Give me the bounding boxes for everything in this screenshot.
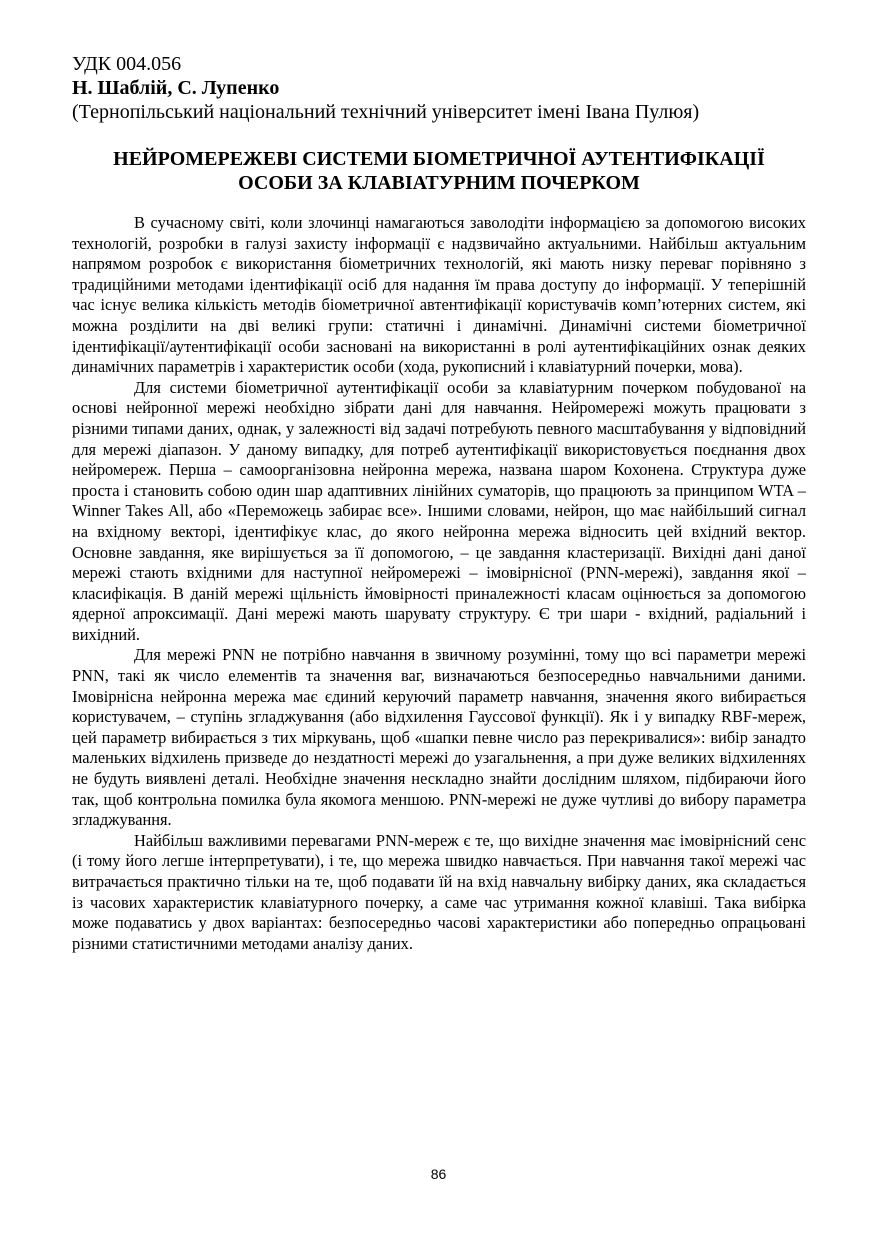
page-number: 86 xyxy=(430,1166,447,1182)
body-text xyxy=(72,213,806,954)
paragraph-1: В сучасному світі, коли злочинці намагаються заволодіти інформацією за допомогою високих технологій, розробки в галузі захисту інформації є надзвичайно актуальними. Найбільш актуальним напрямом розробок є використання біометричних технологій, які мають низку переваг порівняно з традиційними методами ідентифікації осіб для надання їм права доступу до інформації. У теперішній час існує велика кількість методів біометричної автентифікації користувачів комп’ютерних систем, які можна розділити на дві великі групи: статичні і динамічні. Динамічні системи біометричної ідентифікації/аутентифікації особи засновані на використанні в ролі аутентифікаційних ознак деяких динамічних параметрів і характеристик особи (хода, рукописний і клавіатурний почерки, мова). xyxy=(72,213,806,377)
paragraph-4: Найбільш важливими перевагами PNN-мереж є те, що вихідне значення має імовірнісний сенс (і тому його легше інтерпретувати), і те, що мережа швидко навчається. При навчання такої мережі час витрачається практично тільки на те, щоб подавати їй на вхід навчальну вибірку даних, яка складається із часових характеристик клавіатурного почерку, а саме час утримання кожної клавіші. Така вибірка може подаватись у двох варіантах: безпосередньо часові характеристики або попередньо опрацьовані різними статистичними методами аналізу даних. xyxy=(72,830,806,953)
authors: Н. Шаблій, С. Лупенко xyxy=(72,77,280,99)
paragraph-2: Для системи біометричної аутентифікації особи за клавіатурним почерком побудованої на основі нейронної мережі необхідно зібрати дані для навчання. Нейромережі можуть працювати з різними типами даних, однак, у залежності від задачі потребують певного масштабування у відповідний для мережі діапазон. У даному випадку, для потреб аутентифікації використовується поєднання двох нейромереж. Перша – самоорганізовна нейронна мережа, названа шаром Кохонена. Структура дуже проста і становить собою один шар адаптивних лінійних суматорів, що працюють за принципом WTA – Winner Takes All, або «Переможець забирає все». Іншими словами, нейрон, що має найбільший сигнал на вхідному векторі, ідентифікує клас, до якого нейронна мережа відносить цей вхідний вектор. Основне завдання, яке вирішується за її допомогою, – це завдання кластеризації. Вихідні дані даної мережі стають вхідними для наступної нейромережі – імовірнісної (PNN-мережі), завдання якої – класифікація. В даній мережі щільність ймовірності приналежності класам оцінюється за допомогою ядерної апроксимації. Дані мережі мають шарувату структуру. Є три шари - вхідний, радіальний і вихідний. xyxy=(72,377,806,644)
paragraph-3: Для мережі PNN не потрібно навчання в звичному розумінні, тому що всі параметри мережі PNN, такі як число елементів та значення ваг, визначаються безпосередньо навчальними даними. Імовірнісна нейронна мережа має єдиний керуючий параметр навчання, значення якого вибирається користувачем, – ступінь згладжування (або відхилення Гауссової функції). Як і у випадку RBF-мереж, цей параметр вибирається з тих міркувань, щоб «шапки певне число раз перекривалися»: вибір занадто маленьких відхилень призведе до нездатності мережі до узагальнення, а при дуже великих відхиленнях не будуть виявлені деталі. Необхідне значення нескладно знайти дослідним шляхом, підбираючи його так, щоб контрольна помилка була якомога меншою. PNN-мережі не дуже чутливі до вибору параметра згладжування. xyxy=(72,645,806,830)
paper-title xyxy=(72,147,806,195)
paper-page xyxy=(72,52,806,954)
udc-code: УДК 004.056 xyxy=(72,53,182,75)
paper-title-line-2: ОСОБИ ЗА КЛАВІАТУРНИМ ПОЧЕРКОМ xyxy=(238,172,640,194)
paper-title-line-1: НЕЙРОМЕРЕЖЕВІ СИСТЕМИ БІОМЕТРИЧНОЇ АУТЕНТИФІКАЦІЇ xyxy=(113,148,765,170)
affiliation: (Тернопільський національний технічний університет імені Івана Пулюя) xyxy=(72,101,700,123)
